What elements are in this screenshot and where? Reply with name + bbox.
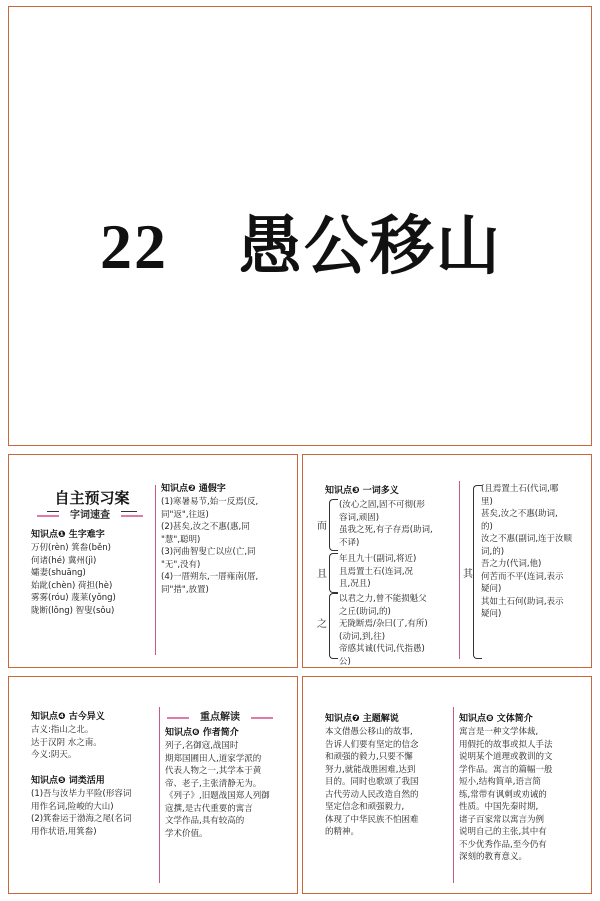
banner-label: 字词速查 bbox=[59, 509, 121, 523]
kp-heading: 知识点❹ 古今异义 bbox=[31, 712, 105, 722]
kp-body bbox=[161, 496, 295, 596]
text-line: 且焉置土石(连词,况 bbox=[339, 566, 414, 577]
text-line: 努力,就能战胜困难,达到 bbox=[325, 764, 416, 775]
text-line: (3)河曲智叟亡以应(亡,同 bbox=[161, 547, 256, 557]
text-line: (1)吾与汝毕力平险(形容词 bbox=[31, 789, 132, 799]
polysemy-entries bbox=[339, 553, 457, 591]
text-line: "无",没有) bbox=[161, 559, 201, 570]
text-line: 始龀(chèn) 荷担(hè) bbox=[31, 580, 113, 591]
section-banner bbox=[37, 509, 143, 523]
text-line: 何苦而不平(连词,表示 bbox=[481, 571, 564, 582]
text-line: 本文借愚公移山的故事, bbox=[325, 727, 413, 737]
text-line: 容词,顽固) bbox=[339, 512, 380, 523]
text-line: 且,况且) bbox=[339, 579, 371, 589]
text-line: 坚定信念和顽强毅力, bbox=[325, 802, 405, 812]
text-line: 其如土石何(助词,表示 bbox=[481, 596, 564, 607]
knowledge-point-2 bbox=[161, 483, 295, 596]
text-line: 告诉人们要有坚定的信念 bbox=[325, 739, 419, 750]
brace bbox=[329, 593, 338, 659]
polysemy-char: 而 bbox=[317, 521, 327, 532]
kp-heading: 知识点❸ 一词多义 bbox=[325, 486, 399, 496]
text-line: 体现了中华民族不怕困难 bbox=[325, 814, 419, 825]
title-slide bbox=[8, 6, 592, 446]
kp-heading: 知识点❺ 词类活用 bbox=[31, 776, 105, 786]
text-line: 说明某个道理或教训的文 bbox=[459, 752, 553, 762]
brace bbox=[329, 553, 338, 593]
kp-body bbox=[31, 788, 157, 838]
polysemy-entries bbox=[481, 483, 589, 621]
text-line: 何诸(hé) 冀州(jì) bbox=[31, 555, 97, 566]
polysemy-char: 之 bbox=[317, 619, 327, 630]
text-line: 用作状语,用箕畚) bbox=[31, 826, 97, 837]
text-line: 无陇断焉/杂曰(了,有所) bbox=[339, 619, 428, 629]
text-line: 代表人物之一,其学本于黄 bbox=[165, 766, 262, 776]
text-line: 之丘(助词,的) bbox=[339, 606, 391, 617]
text-line: 吾之力(代词,他) bbox=[481, 559, 542, 569]
text-line: (汝心之固,固不可彻(形 bbox=[339, 500, 425, 510]
brace bbox=[329, 499, 338, 551]
text-line: 学作品。寓言的篇幅一般 bbox=[459, 764, 553, 775]
text-line: 短小,结构简单,语言简 bbox=[459, 777, 541, 787]
text-line: 性质。中国先秦时期, bbox=[459, 802, 539, 812]
knowledge-point-4 bbox=[31, 711, 157, 762]
text-line: 的精神。 bbox=[325, 827, 360, 837]
text-line: 学术价值。 bbox=[165, 828, 208, 839]
text-line: 不译) bbox=[339, 537, 360, 548]
knowledge-point-3 bbox=[325, 485, 455, 498]
knowledge-point-8 bbox=[459, 713, 589, 864]
column-divider bbox=[453, 707, 454, 883]
column-divider bbox=[459, 481, 460, 659]
kp-body bbox=[459, 726, 589, 864]
text-line: 练,常带有讽刺或劝诫的 bbox=[459, 789, 547, 800]
slide-theme-genre bbox=[302, 676, 592, 894]
text-line: 《列子》,旧题战国郑人列御 bbox=[165, 791, 270, 801]
text-line: 帝感其诚(代词,代指愚) bbox=[339, 644, 425, 654]
knowledge-point-7 bbox=[325, 713, 451, 839]
text-line: 深刻的教育意义。 bbox=[459, 852, 528, 862]
kp-body bbox=[31, 542, 155, 617]
kp-heading: 知识点❶ 生字难字 bbox=[31, 530, 105, 540]
text-line: 陇断(lǒng) 智叟(sǒu) bbox=[31, 605, 115, 616]
text-line: 说明自己的主张,其中有 bbox=[459, 827, 547, 837]
text-line: 甚矣,汝之不惠(助词, bbox=[481, 509, 558, 519]
kp-body bbox=[31, 724, 157, 762]
kp-body bbox=[165, 740, 295, 840]
lesson-number: 22 bbox=[100, 211, 168, 282]
lesson-name: 愚公移山 bbox=[238, 209, 502, 284]
kp-heading: 知识点❼ 主题解说 bbox=[325, 714, 399, 724]
text-line: 疑问) bbox=[481, 584, 502, 594]
text-line: 和顽强的毅力,只要不懈 bbox=[325, 752, 413, 762]
text-line: 虽我之死,有子存焉(助词, bbox=[339, 525, 433, 535]
text-line: 同"措",放置) bbox=[161, 584, 209, 595]
slide-ancient-modern bbox=[8, 676, 298, 894]
kp-heading: 知识点❻ 作者简介 bbox=[165, 728, 239, 738]
text-line: 诸子百家常以寓言为例 bbox=[459, 814, 545, 825]
polysemy-entries bbox=[339, 593, 457, 668]
kp-heading: 知识点❽ 文体简介 bbox=[459, 714, 533, 724]
text-line: 文学作品,具有较高的 bbox=[165, 816, 245, 826]
text-line: "慧",聪明) bbox=[161, 534, 201, 545]
text-line: (4)一厝朔东,一厝雍南(厝, bbox=[161, 572, 259, 582]
knowledge-point-6 bbox=[165, 727, 295, 840]
text-line: (1)寒暑易节,始一反焉(反, bbox=[161, 497, 259, 507]
knowledge-point-5 bbox=[31, 775, 157, 838]
text-line: 雾雾(róu) 蔑莱(yǒng) bbox=[31, 593, 116, 603]
text-line: 用作名词,险峻的大山) bbox=[31, 801, 114, 812]
text-line: 汝之不惠(副词,连于汝顺 bbox=[481, 534, 573, 544]
text-line: 万仞(rèn) 箕畚(běn) bbox=[31, 543, 111, 553]
slide-polysemy bbox=[302, 454, 592, 668]
preview-heading: 自主预习案 bbox=[47, 487, 137, 512]
text-line: 疑问) bbox=[481, 609, 502, 619]
text-line: 公) bbox=[339, 656, 351, 667]
lesson-title bbox=[9, 195, 592, 287]
text-line: 目的。同时也歌颂了我国 bbox=[325, 777, 419, 787]
column-divider bbox=[155, 485, 156, 655]
polysemy-char: 其 bbox=[463, 569, 473, 580]
text-line: 古代劳动人民改造自然的 bbox=[325, 789, 419, 800]
text-line: 期郑国圃田人,道家学派的 bbox=[165, 753, 262, 764]
polysemy-entries bbox=[339, 499, 457, 549]
text-line: 达于汉阴 水之南。 bbox=[31, 737, 102, 748]
text-line: 用假托的故事或拟人手法 bbox=[459, 739, 553, 750]
kp-body bbox=[325, 726, 451, 839]
kp-heading: 知识点❷ 通假字 bbox=[161, 484, 226, 494]
text-line: 的) bbox=[481, 521, 493, 532]
text-line: 年且九十(副词,将近) bbox=[339, 554, 417, 564]
text-line: 今义:阴天。 bbox=[31, 750, 77, 760]
slide-preview-vocabulary bbox=[8, 454, 298, 668]
text-line: 词,的) bbox=[481, 546, 505, 557]
column-divider bbox=[159, 707, 160, 883]
text-line: 帝、老子,主张清静无为。 bbox=[165, 778, 262, 789]
text-line: 古义:指山之北。 bbox=[31, 725, 94, 735]
knowledge-point-1 bbox=[31, 529, 155, 617]
text-line: 同"返",往返) bbox=[161, 509, 209, 520]
text-line: 孀妻(shuāng) bbox=[31, 568, 86, 578]
text-line: 寓言是一种文学体裁, bbox=[459, 727, 539, 737]
section-banner bbox=[167, 711, 273, 725]
text-line: 以君之力,曾不能损魁父 bbox=[339, 594, 427, 604]
text-line: 里) bbox=[481, 496, 493, 507]
banner-label: 重点解读 bbox=[189, 711, 251, 725]
text-line: (动词,到,往) bbox=[339, 631, 386, 642]
text-line: 寇撰,是古代重要的寓言 bbox=[165, 803, 253, 814]
text-line: 不少优秀作品,至今仍有 bbox=[459, 839, 547, 850]
text-line: (且焉置土石(代词,哪 bbox=[481, 484, 559, 494]
polysemy-char: 且 bbox=[317, 569, 327, 580]
text-line: (2)甚矣,汝之不惠(惠,同 bbox=[161, 522, 250, 532]
text-line: 列子,名御寇,战国时 bbox=[165, 741, 239, 751]
text-line: (2)箕畚运于渤海之尾(名词 bbox=[31, 814, 132, 824]
